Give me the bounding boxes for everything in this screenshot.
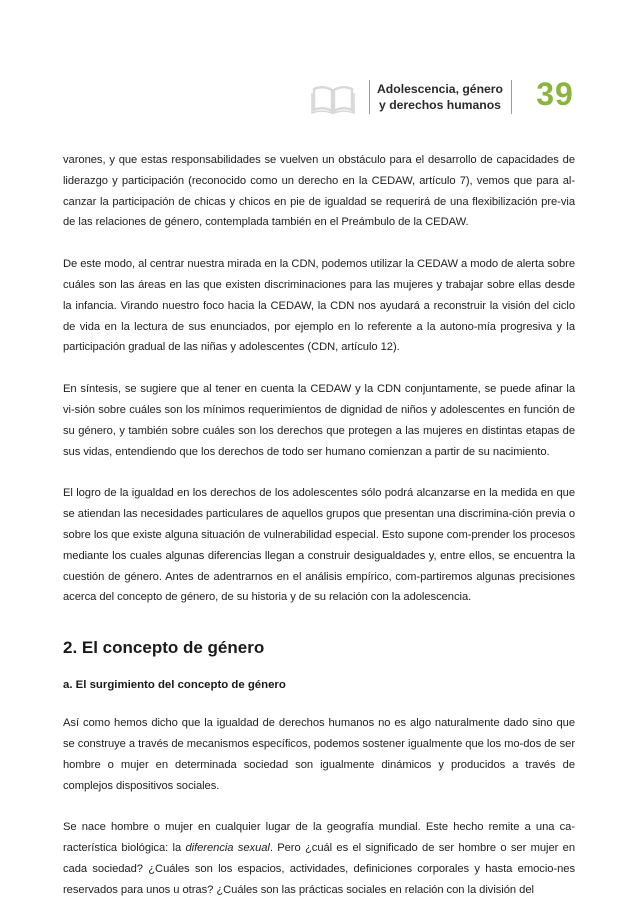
open-book-icon xyxy=(311,84,355,114)
paragraph-6-text-end: . Pero ¿cuál es el significado de ser hombre o ser mujer en cada sociedad? ¿Cuáles son los espacios, actividades, definiciones corporales y hasta emocio-nes reservados para unos u otras? ¿Cuáles son las prácticas sociales en relación con la división del xyxy=(63,842,575,896)
paragraph-1: varones, y que estas responsabilidades se vuelven un obstáculo para el desarrollo de capacidades de liderazgo y participación (reconocido como un derecho en la CEDAW, artículo 7), vemos que para al-canzar la participación de chicas y chicos en pie de igualdad se requerirá de una flexibilización pre-via de las relaciones de género, contemplada también en el Preámbulo de la CEDAW. xyxy=(63,154,575,229)
paragraph-6-text-start: Se nace hombre o mujer en cualquier lugar de la geografía mundial. Este hecho remite a una ca-racterística biológica: la xyxy=(63,821,575,855)
header-divider-left xyxy=(369,80,370,114)
subsection-heading: a. El surgimiento del concepto de género xyxy=(63,679,286,692)
emphasized-term: diferencia sexual xyxy=(185,842,270,855)
header-divider-right xyxy=(511,80,512,114)
running-head xyxy=(372,81,508,113)
running-head-line-1: Adolescencia, género xyxy=(377,82,503,96)
page-header xyxy=(0,0,638,130)
paragraph-5: Así como hemos dicho que la igualdad de derechos humanos no es algo naturalmente dado sino que se construye a través de mecanismos específicos, podemos sostener igualmente que los mo-dos de ser hombre o mujer en determinada sociedad son igualmente dinámicos y producidos a través de complejos dispositivos sociales. xyxy=(63,717,575,792)
paragraph-4: El logro de la igualdad en los derechos de los adolescentes sólo podrá alcanzarse en la medida en que se atiendan las necesidades particulares de aquellos grupos que presentan una discrimina-ción previa o sobre los que existe alguna situación de vulnerabilidad especial. Esto supone com-prender los procesos mediante los cuales algunas diferencias llegan a construir desigualdades y, entre ellos, se encuentra la cuestión de género. Antes de adentrarnos en el análisis empírico, com-partiremos algunas precisiones acerca del concepto de género, de su historia y de su relación con la adolescencia. xyxy=(63,487,575,604)
paragraph-3: En síntesis, se sugiere que al tener en cuenta la CEDAW y la CDN conjuntamente, se puede afinar la vi-sión sobre cuáles son los mínimos requerimientos de dignidad de niños y adolescentes en función de su género, y también sobre cuáles son los derechos que protegen a las mujeres en distintas etapas de sus vidas, entendiendo que los derechos de todo ser humano comienzan a partir de su nacimiento. xyxy=(63,383,575,458)
page-number: 39 xyxy=(536,76,574,112)
running-head-line-2: y derechos humanos xyxy=(379,98,501,112)
section-heading: 2. El concepto de género xyxy=(63,638,265,658)
page-body xyxy=(63,150,575,922)
paragraph-2: De este modo, al centrar nuestra mirada en la CDN, podemos utilizar la CEDAW a modo de alerta sobre cuáles son las áreas en las que existen discriminaciones para las mujeres y trabajar sobre ellas desde la infancia. Virando nuestro foco hacia la CEDAW, la CDN nos ayudará a reconstruir la visión del ciclo de vida en la lectura de sus enunciados, por ejemplo en lo referente a la autono-mía progresiva y la participación gradual de las niñas y adolescentes (CDN, artículo 12). xyxy=(63,258,575,354)
paragraph-6 xyxy=(63,817,575,900)
